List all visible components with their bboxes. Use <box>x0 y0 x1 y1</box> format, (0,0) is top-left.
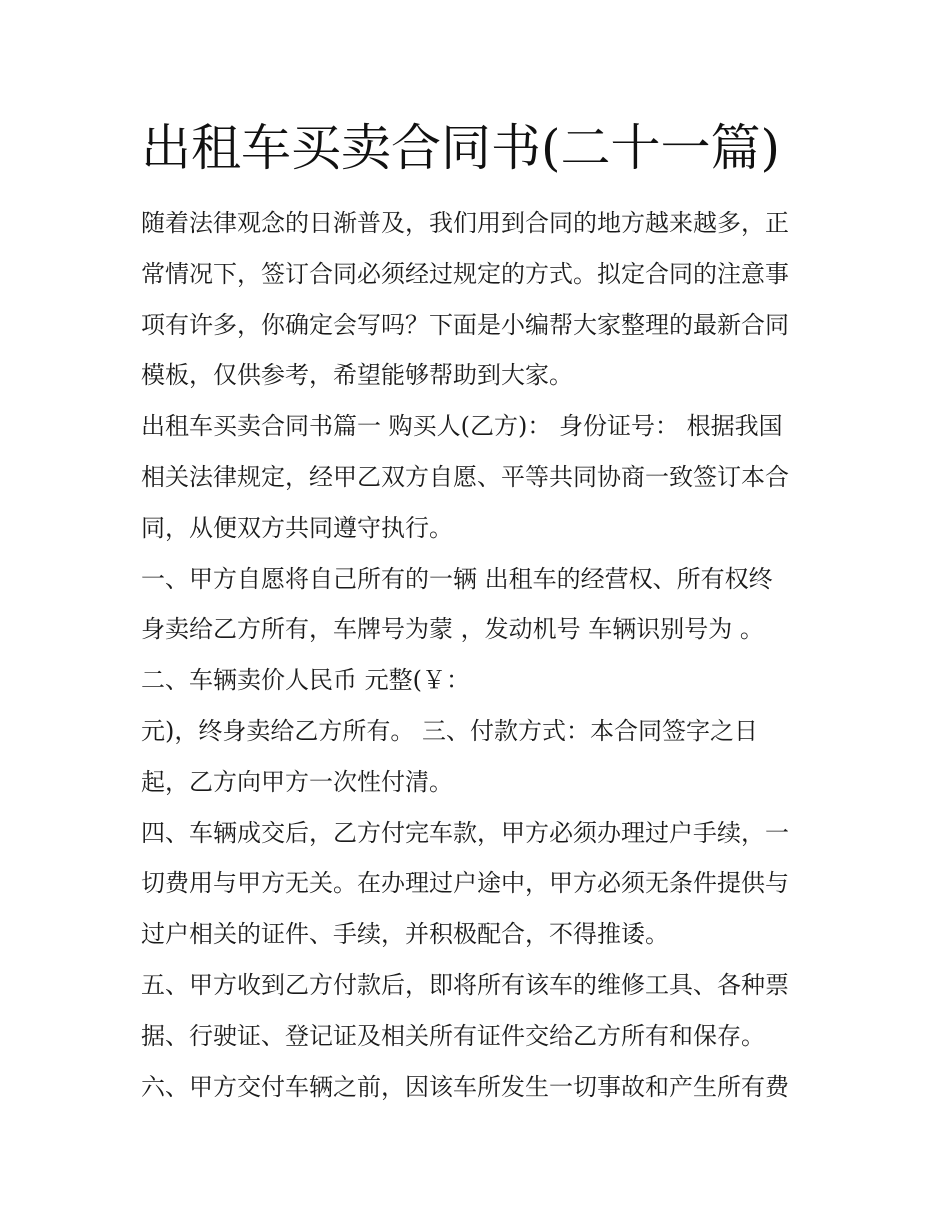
text-line: 切费用与甲方无关。在办理过户途中，甲方必须无条件提供与 <box>141 869 789 898</box>
text-line: 项有许多，你确定会写吗？下面是小编帮大家整理的最新合同 <box>141 310 789 339</box>
text-line: 五、甲方收到乙方付款后，即将所有该车的维修工具、各种票 <box>141 970 789 999</box>
text-line: 模板，仅供参考，希望能够帮助到大家。 <box>141 361 573 390</box>
text-line: 一、甲方自愿将自己所有的一辆 出租车的经营权、所有权终 <box>141 564 773 593</box>
text-line: 常情况下，签订合同必须经过规定的方式。拟定合同的注意事 <box>141 259 789 288</box>
text-line: 过户相关的证件、手续，并积极配合，不得推诿。 <box>141 920 669 949</box>
text-line: 身卖给乙方所有，车牌号为蒙 ，发动机号 车辆识别号为 。 <box>141 615 764 644</box>
text-line: 同，从便双方共同遵守执行。 <box>141 513 453 542</box>
document-title: 出租车买卖合同书(二十一篇) <box>141 119 781 177</box>
text-line: 据、行驶证、登记证及相关所有证件交给乙方所有和保存。 <box>141 1021 765 1050</box>
document-body <box>141 198 812 1112</box>
text-line: 四、车辆成交后，乙方付完车款，甲方必须办理过户手续，一 <box>141 818 789 847</box>
text-line: 出租车买卖合同书篇一 购买人(乙方)： 身份证号： 根据我国 <box>141 412 783 441</box>
text-line: 相关法律规定，经甲乙双方自愿、平等共同协商一致签订本合 <box>141 462 789 491</box>
text-line: 元)，终身卖给乙方所有。 三、付款方式：本合同签字之日 <box>141 716 758 745</box>
text-line: 随着法律观念的日渐普及，我们用到合同的地方越来越多，正 <box>141 209 789 237</box>
text-line: 起，乙方向甲方一次性付清。 <box>141 767 453 796</box>
text-line: 六、甲方交付车辆之前，因该车所发生一切事故和产生所有费 <box>141 1072 789 1101</box>
text-line: 二、车辆卖价人民币 元整(￥： <box>141 666 470 695</box>
